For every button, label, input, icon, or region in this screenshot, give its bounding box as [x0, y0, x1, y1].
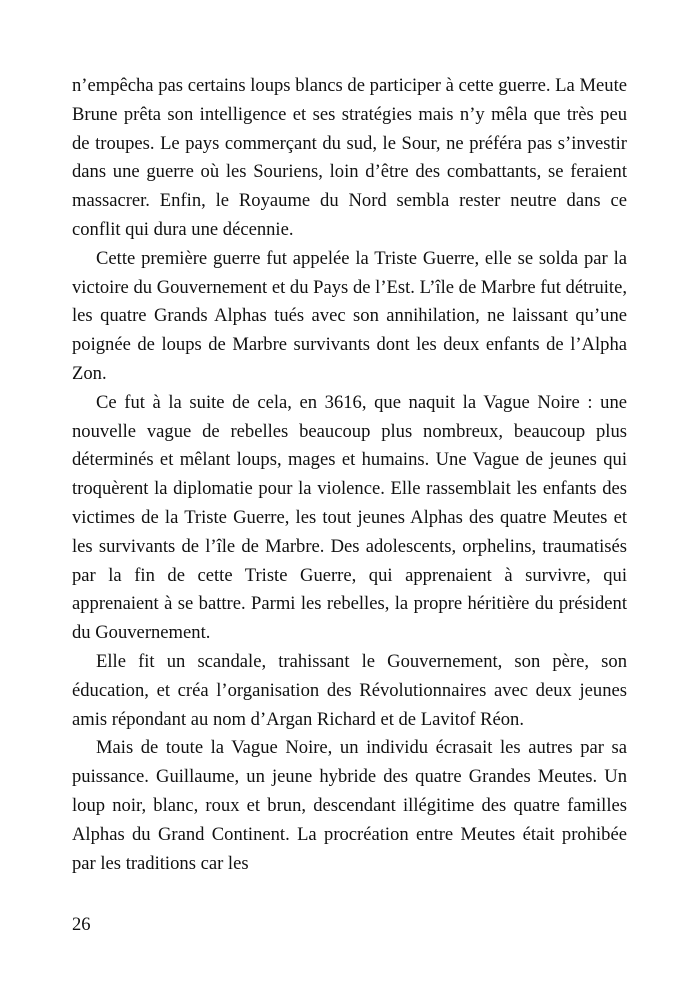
paragraph-triste-guerre: Cette première guerre fut appelée la Triste Guerre, elle se solda par la victoire du Gouvernement et du Pays de l’Est. L’île de Marbre fut détruite, les quatre Grands Alphas tués avec son annihilation, ne laissant qu’une poignée de loups de Marbre survivants dont les deux enfants de l’Alpha Zon. [72, 247, 627, 384]
paragraph-vague-noire: Ce fut à la suite de cela, en 3616, que naquit la Vague Noire : une nouvelle vague de rebelles beaucoup plus nombreux, beaucoup plus déterminés et mêlant loups, mages et humains. Une Vague de jeunes qui troquèrent la diplomatie pour la violence. Elle rassemblait les enfants des victimes de la Triste Guerre, les tout jeunes Alphas des quatre Meutes et les survivants de l’île de Marbre. Des adolescents, orphelins, traumatisés par la fin de cette Triste Guerre, qui apprenaient à survivre, qui apprenaient à se battre. Parmi les rebelles, la propre héritière du président du Gouvernement. [72, 391, 627, 644]
page-number: 26 [72, 914, 91, 935]
paragraph-continuation: n’empêcha pas certains loups blancs de participer à cette guerre. La Meute Brune prêta son intelligence et ses stratégies mais n’y mêla que très peu de troupes. Le pays commerçant du sud, le Sour, ne préféra pas s’investir dans une guerre où les Souriens, loin d’être des combattants, se feraient massacrer. Enfin, le Royaume du Nord sembla rester neutre dans ce conflit qui dura une décennie. [72, 75, 627, 240]
paragraph-guillaume: Mais de toute la Vague Noire, un individu écrasait les autres par sa puissance. Guillaume, un jeune hybride des quatre Grandes Meutes. Un loup noir, blanc, roux et brun, descendant illégitime des quatre familles Alphas du Grand Continent. La procréation entre Meutes était prohibée par les traditions car les [72, 737, 627, 874]
body-text [72, 72, 627, 878]
paragraph-scandale: Elle fit un scandale, trahissant le Gouvernement, son père, son éducation, et créa l’organisation des Révolutionnaires avec deux jeunes amis répondant au nom d’Argan Richard et de Lavitof Réon. [72, 650, 627, 730]
